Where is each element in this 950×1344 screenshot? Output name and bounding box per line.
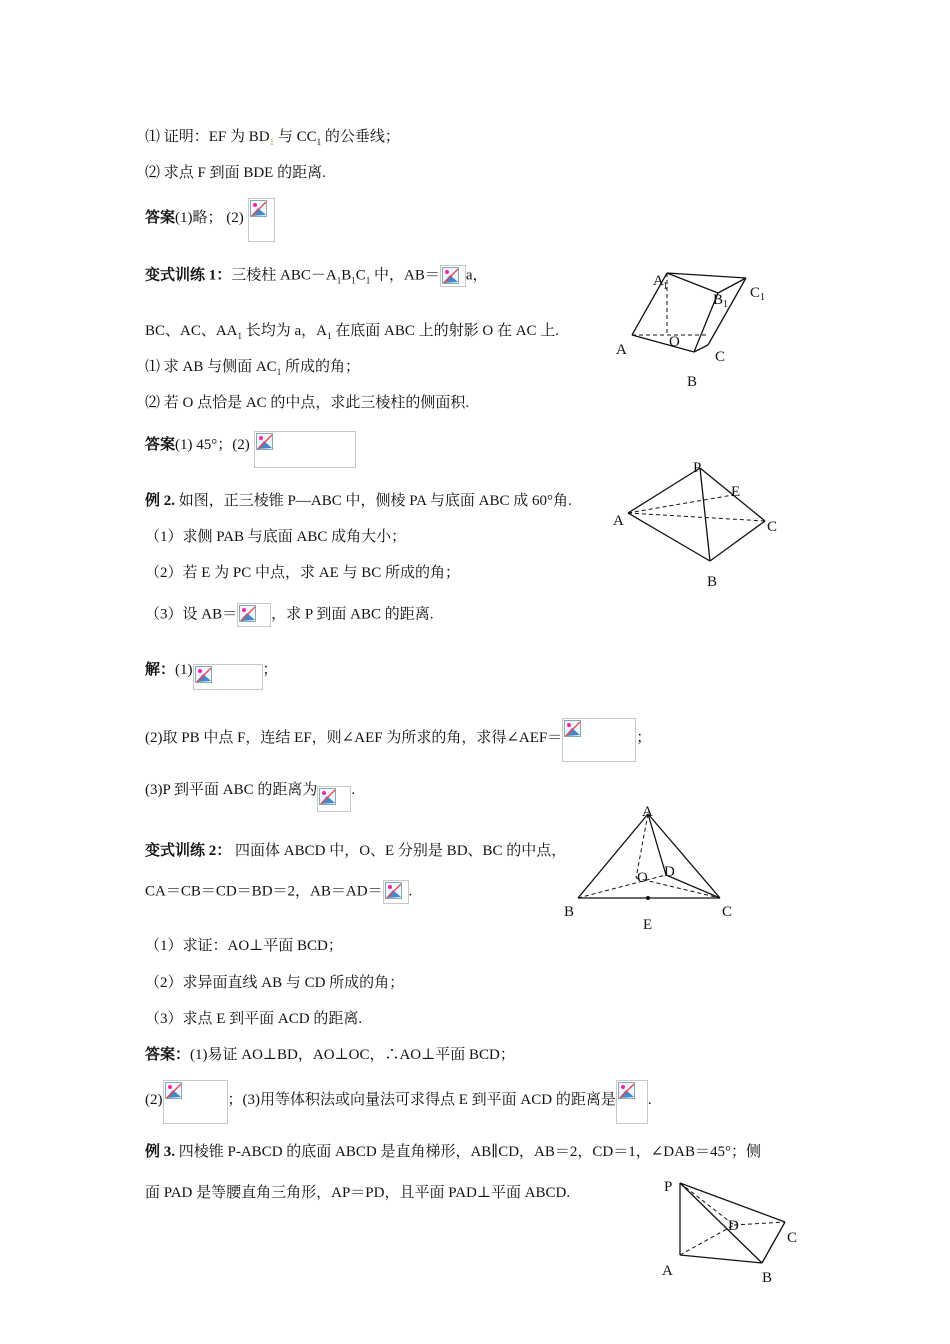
label-P: P — [693, 460, 702, 476]
label-B: B — [707, 574, 718, 590]
variant-2-q1: （1）求证：AO⊥平面 BCD； — [145, 938, 343, 954]
example-3-line2: 面 PAD 是等腰直角三角形，AP＝PD，且平面 PAD⊥平面 ABCD. — [145, 1185, 571, 1201]
formula-image — [616, 1080, 648, 1124]
label-A: A — [642, 804, 653, 820]
variant-1-line2: BC、AC、$AA_1$ 长均为 a，$A_1$ 在底面 ABC 上的射影 O 在 AC 上. — [145, 323, 560, 341]
label-A: A — [616, 342, 627, 358]
label-O: O — [669, 334, 680, 350]
broken-image-icon — [195, 666, 212, 683]
broken-image-icon — [442, 267, 459, 284]
formula-image — [383, 880, 409, 904]
broken-image-icon — [256, 433, 273, 450]
formula-image — [317, 786, 351, 812]
label-A: A — [613, 513, 624, 529]
variant-1-title: 变式训练 1：三棱柱 $ABC-A_1B_1C_1$ 中，AB＝ a， — [145, 265, 488, 290]
label-D: D — [664, 864, 675, 880]
label-C: C — [787, 1230, 798, 1246]
label-B1: B — [713, 292, 724, 308]
label-C: C — [715, 349, 726, 365]
example-2-q3: （3）设 AB＝ ，求 P 到面 ABC 的距离. — [145, 603, 433, 627]
broken-image-icon — [319, 788, 336, 805]
variant-2-q3: （3）求点 E 到平面 ACD 的距离. — [145, 1011, 363, 1027]
svg-text:1: 1 — [663, 281, 668, 292]
label-P: P — [664, 1179, 673, 1195]
formula-image — [193, 664, 263, 690]
label-E: E — [731, 484, 741, 500]
formula-image — [254, 431, 356, 468]
broken-image-icon — [385, 882, 402, 899]
variant-1-q1: ⑴ 求 AB 与侧面 $AC_1$ 所成的角； — [145, 359, 360, 377]
svg-text:1: 1 — [723, 299, 728, 310]
formula-image — [163, 1080, 228, 1124]
broken-image-icon — [564, 720, 581, 737]
label-E: E — [643, 917, 653, 933]
label-C: C — [767, 519, 778, 535]
variant-2-q2: （2）求异面直线 AB 与 CD 所成的角； — [145, 975, 405, 991]
broken-image-icon — [250, 200, 267, 217]
formula-image — [237, 603, 271, 627]
tetrahedron-figure — [560, 802, 750, 934]
label-C: C — [722, 904, 733, 920]
label-B: B — [564, 904, 575, 920]
example-2-q1: （1）求侧 PAB 与底面 ABC 成角大小； — [145, 529, 407, 545]
variant-2-line2: CA＝CB＝CD＝BD＝2，AB＝AD＝ . — [145, 880, 412, 904]
answer-2: 答案(1) 45°；(2) — [145, 435, 356, 468]
question-1: ⑴ 证明：EF 为 $BD_1$ 与 $CC_1$ 的公垂线； — [145, 129, 400, 147]
quad-pyramid-figure — [652, 1175, 812, 1287]
variant-2-title: 变式训练 2： 四面体 ABCD 中，O、E 分别是 BD、BC 的中点， — [145, 843, 567, 859]
label-A: A — [662, 1263, 673, 1279]
broken-image-icon — [618, 1082, 635, 1099]
answer-1: 答案(1)略； (2) — [145, 208, 275, 242]
broken-image-icon — [165, 1082, 182, 1099]
example-3-title: 例 3. 四棱锥 P-ABCD 的底面 ABCD 是直角梯形，AB∥CD，AB＝2，CD＝1，∠DAB＝45°；侧 — [145, 1144, 761, 1160]
label-O: O — [637, 870, 648, 886]
example-2-q2: （2）若 E 为 PC 中点，求 AE 与 BC 所成的角； — [145, 565, 461, 581]
example-2-title: 例 2. 如图，正三棱锥 P—ABC 中，侧棱 PA 与底面 ABC 成 60°角. — [145, 493, 572, 509]
broken-image-icon — [239, 605, 256, 622]
question-2: ⑵ 求点 F 到面 BDE 的距离. — [145, 165, 326, 181]
formula-image — [248, 198, 275, 242]
label-A1: A — [653, 273, 664, 289]
label-D: D — [728, 1218, 739, 1234]
answer-3: 答案：(1)易证 AO⊥BD，AO⊥OC，∴AO⊥平面 BCD； — [145, 1047, 515, 1063]
prism-figure — [610, 265, 790, 395]
formula-image — [562, 718, 636, 762]
variant-1-q2: ⑵ 若 O 点恰是 AC 的中点，求此三棱柱的侧面积. — [145, 395, 470, 411]
svg-text:1: 1 — [760, 292, 765, 303]
answer-3-part2: (2) ；(3)用等体积法或向量法可求得点 E 到平面 ACD 的距离是 . — [145, 1090, 652, 1124]
label-C1: C — [750, 285, 761, 301]
label-B: B — [762, 1270, 773, 1286]
solution-1: 解：(1) ； — [145, 660, 278, 690]
label-B: B — [687, 374, 698, 390]
solution-3: (3)P 到平面 ABC 的距离为 . — [145, 780, 355, 812]
solution-2: (2)取 PB 中点 F，连结 EF，则∠AEF 为所求的角，求得∠AEF＝ ； — [145, 728, 651, 762]
pyramid-figure — [605, 458, 790, 596]
formula-image — [440, 265, 466, 287]
